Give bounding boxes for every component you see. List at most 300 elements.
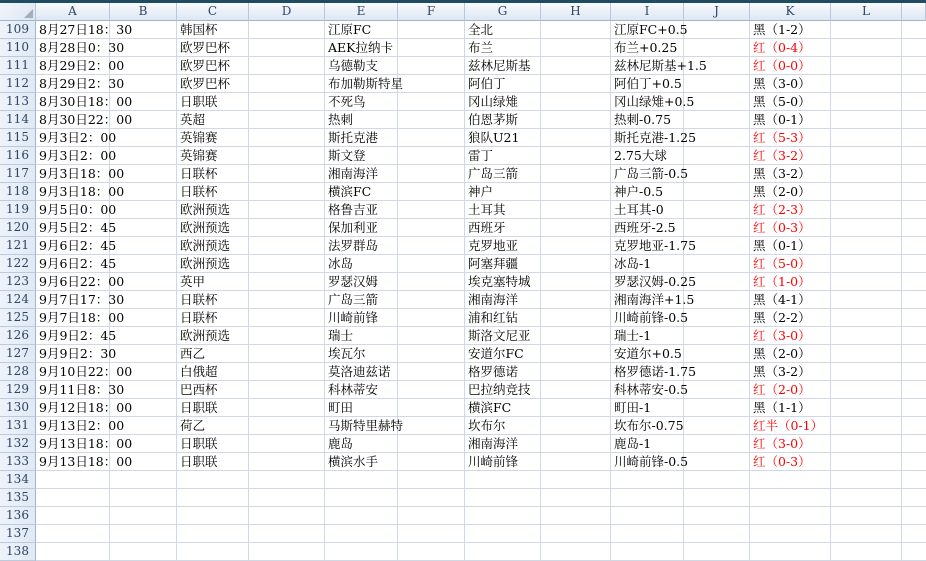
cell-g114[interactable] — [465, 111, 541, 129]
cell-a113[interactable] — [36, 93, 133, 111]
cell-b126[interactable] — [110, 327, 177, 345]
row-header-124[interactable]: 124 — [0, 291, 36, 309]
cell-h124[interactable] — [541, 291, 611, 309]
cell-f110[interactable] — [398, 39, 465, 57]
cell-k111[interactable] — [750, 57, 831, 75]
cell-b137[interactable] — [110, 525, 177, 543]
cell-g110[interactable] — [465, 39, 541, 57]
cell-f131[interactable] — [398, 417, 465, 435]
cell-e129[interactable] — [325, 381, 398, 399]
cell-i129[interactable] — [611, 381, 689, 399]
cell-d122[interactable] — [249, 255, 325, 273]
cell-b122[interactable] — [110, 255, 177, 273]
cell-f133[interactable] — [398, 453, 465, 471]
cell-i128[interactable] — [611, 363, 697, 381]
cell-b131[interactable] — [110, 417, 177, 435]
cell-d126[interactable] — [249, 327, 325, 345]
cell-c121[interactable] — [177, 237, 249, 255]
cell-h118[interactable] — [541, 183, 611, 201]
column-header-j[interactable]: J — [684, 3, 750, 21]
cell-partial-113[interactable] — [902, 93, 926, 111]
cell-h123[interactable] — [541, 273, 611, 291]
cell-e109[interactable] — [325, 21, 398, 39]
cell-a128[interactable] — [36, 363, 133, 381]
cell-h112[interactable] — [541, 75, 611, 93]
cell-k135[interactable] — [750, 489, 831, 507]
cell-i111[interactable] — [611, 57, 707, 75]
cell-f111[interactable] — [398, 57, 465, 75]
cell-f109[interactable] — [398, 21, 465, 39]
cell-g116[interactable] — [465, 147, 541, 165]
cell-f126[interactable] — [398, 327, 465, 345]
cell-l122[interactable] — [831, 255, 902, 273]
cell-f112[interactable] — [398, 75, 465, 93]
cell-g120[interactable] — [465, 219, 541, 237]
cell-a112[interactable] — [36, 75, 125, 93]
cell-l121[interactable] — [831, 237, 902, 255]
cell-g131[interactable] — [465, 417, 541, 435]
cell-d131[interactable] — [249, 417, 325, 435]
cell-l138[interactable] — [831, 543, 902, 561]
cell-k129[interactable] — [750, 381, 831, 399]
cell-f124[interactable] — [398, 291, 465, 309]
cell-c126[interactable] — [177, 327, 249, 345]
cell-l120[interactable] — [831, 219, 902, 237]
row-header-123[interactable]: 123 — [0, 273, 36, 291]
column-header-d[interactable]: D — [249, 3, 325, 21]
cell-j122[interactable] — [684, 255, 750, 273]
cell-i113[interactable] — [611, 93, 695, 111]
row-header-136[interactable]: 136 — [0, 507, 36, 525]
cell-c119[interactable] — [177, 201, 249, 219]
cell-c125[interactable] — [177, 309, 249, 327]
cell-j119[interactable] — [684, 201, 750, 219]
cell-partial-122[interactable] — [902, 255, 926, 273]
cell-a115[interactable] — [36, 129, 117, 147]
row-header-137[interactable]: 137 — [0, 525, 36, 543]
cell-e123[interactable] — [325, 273, 398, 291]
cell-l123[interactable] — [831, 273, 902, 291]
cell-i138[interactable] — [611, 543, 684, 561]
column-header-l[interactable]: L — [831, 3, 902, 21]
cell-a125[interactable] — [36, 309, 125, 327]
cell-b127[interactable] — [110, 345, 177, 363]
cell-f118[interactable] — [398, 183, 465, 201]
row-header-109[interactable]: 109 — [0, 21, 36, 39]
row-header-120[interactable]: 120 — [0, 219, 36, 237]
cell-j121[interactable] — [684, 237, 750, 255]
row-header-125[interactable]: 125 — [0, 309, 36, 327]
cell-c113[interactable] — [177, 93, 249, 111]
cell-j128[interactable] — [684, 363, 750, 381]
cell-i121[interactable] — [611, 237, 697, 255]
cell-l128[interactable] — [831, 363, 902, 381]
row-header-130[interactable]: 130 — [0, 399, 36, 417]
cell-i132[interactable] — [611, 435, 684, 453]
cell-a134[interactable] — [36, 471, 110, 489]
cell-j135[interactable] — [684, 489, 750, 507]
cell-i118[interactable] — [611, 183, 684, 201]
cell-g111[interactable] — [465, 57, 541, 75]
cell-i127[interactable] — [611, 345, 684, 363]
cell-h109[interactable] — [541, 21, 611, 39]
cell-d109[interactable] — [249, 21, 325, 39]
cell-h138[interactable] — [541, 543, 611, 561]
cell-g137[interactable] — [465, 525, 541, 543]
cell-e112[interactable] — [325, 75, 404, 93]
cell-h132[interactable] — [541, 435, 611, 453]
cell-d128[interactable] — [249, 363, 325, 381]
cell-f114[interactable] — [398, 111, 465, 129]
cell-f129[interactable] — [398, 381, 465, 399]
cell-h114[interactable] — [541, 111, 611, 129]
cell-a133[interactable] — [36, 453, 133, 471]
cell-a132[interactable] — [36, 435, 133, 453]
cell-c138[interactable] — [177, 543, 249, 561]
cell-g130[interactable] — [465, 399, 541, 417]
cell-c120[interactable] — [177, 219, 249, 237]
cell-partial-109[interactable] — [902, 21, 926, 39]
cell-j115[interactable] — [684, 129, 750, 147]
cell-partial-125[interactable] — [902, 309, 926, 327]
cell-k125[interactable] — [750, 309, 831, 327]
cell-c124[interactable] — [177, 291, 249, 309]
cell-g135[interactable] — [465, 489, 541, 507]
cell-partial-126[interactable] — [902, 327, 926, 345]
cell-l134[interactable] — [831, 471, 902, 489]
cell-j113[interactable] — [684, 93, 750, 111]
cell-e131[interactable] — [325, 417, 404, 435]
cell-g124[interactable] — [465, 291, 541, 309]
cell-b115[interactable] — [110, 129, 177, 147]
row-header-118[interactable]: 118 — [0, 183, 36, 201]
cell-l126[interactable] — [831, 327, 902, 345]
row-header-121[interactable]: 121 — [0, 237, 36, 255]
cell-l136[interactable] — [831, 507, 902, 525]
cell-f119[interactable] — [398, 201, 465, 219]
cell-i120[interactable] — [611, 219, 684, 237]
cell-d138[interactable] — [249, 543, 325, 561]
cell-b132[interactable] — [110, 435, 177, 453]
row-header-129[interactable]: 129 — [0, 381, 36, 399]
cell-h113[interactable] — [541, 93, 611, 111]
cell-c132[interactable] — [177, 435, 249, 453]
cell-j130[interactable] — [684, 399, 750, 417]
row-header-131[interactable]: 131 — [0, 417, 36, 435]
cell-l115[interactable] — [831, 129, 902, 147]
cell-g125[interactable] — [465, 309, 541, 327]
cell-e127[interactable] — [325, 345, 398, 363]
column-header-a[interactable]: A — [36, 3, 110, 21]
cell-f122[interactable] — [398, 255, 465, 273]
cell-g109[interactable] — [465, 21, 541, 39]
cell-f123[interactable] — [398, 273, 465, 291]
cell-a110[interactable] — [36, 39, 125, 57]
cell-j116[interactable] — [684, 147, 750, 165]
row-header-115[interactable]: 115 — [0, 129, 36, 147]
cell-partial-110[interactable] — [902, 39, 926, 57]
cell-h116[interactable] — [541, 147, 611, 165]
cell-g122[interactable] — [465, 255, 541, 273]
cell-a130[interactable] — [36, 399, 133, 417]
cell-i119[interactable] — [611, 201, 684, 219]
cell-d135[interactable] — [249, 489, 325, 507]
cell-e118[interactable] — [325, 183, 398, 201]
cell-d110[interactable] — [249, 39, 325, 57]
column-header-e[interactable]: E — [325, 3, 398, 21]
cell-c111[interactable] — [177, 57, 249, 75]
cell-c114[interactable] — [177, 111, 249, 129]
cell-i116[interactable] — [611, 147, 684, 165]
cell-i131[interactable] — [611, 417, 684, 435]
cell-d115[interactable] — [249, 129, 325, 147]
cell-a138[interactable] — [36, 543, 110, 561]
cell-partial-117[interactable] — [902, 165, 926, 183]
cell-f128[interactable] — [398, 363, 465, 381]
cell-partial-130[interactable] — [902, 399, 926, 417]
cell-b111[interactable] — [110, 57, 177, 75]
cell-b121[interactable] — [110, 237, 177, 255]
cell-d117[interactable] — [249, 165, 325, 183]
cell-g126[interactable] — [465, 327, 541, 345]
cell-i115[interactable] — [611, 129, 697, 147]
select-all-corner[interactable] — [0, 3, 36, 21]
cell-a119[interactable] — [36, 201, 117, 219]
cell-g112[interactable] — [465, 75, 541, 93]
row-header-117[interactable]: 117 — [0, 165, 36, 183]
cell-l110[interactable] — [831, 39, 902, 57]
row-header-138[interactable]: 138 — [0, 543, 36, 561]
cell-f116[interactable] — [398, 147, 465, 165]
cell-d121[interactable] — [249, 237, 325, 255]
cell-d119[interactable] — [249, 201, 325, 219]
cell-d124[interactable] — [249, 291, 325, 309]
cell-d133[interactable] — [249, 453, 325, 471]
cell-i137[interactable] — [611, 525, 684, 543]
cell-g119[interactable] — [465, 201, 541, 219]
cell-k112[interactable] — [750, 75, 831, 93]
cell-j118[interactable] — [684, 183, 750, 201]
cell-c110[interactable] — [177, 39, 249, 57]
cell-b136[interactable] — [110, 507, 177, 525]
cell-c122[interactable] — [177, 255, 249, 273]
cell-k110[interactable] — [750, 39, 831, 57]
cell-j134[interactable] — [684, 471, 750, 489]
cell-h136[interactable] — [541, 507, 611, 525]
cell-k130[interactable] — [750, 399, 831, 417]
cell-a118[interactable] — [36, 183, 125, 201]
row-header-116[interactable]: 116 — [0, 147, 36, 165]
cell-g132[interactable] — [465, 435, 541, 453]
cell-i134[interactable] — [611, 471, 684, 489]
cell-k138[interactable] — [750, 543, 831, 561]
cell-b134[interactable] — [110, 471, 177, 489]
column-header-partial[interactable] — [902, 3, 926, 21]
cell-a114[interactable] — [36, 111, 133, 129]
cell-a136[interactable] — [36, 507, 110, 525]
cell-k128[interactable] — [750, 363, 831, 381]
cell-e110[interactable] — [325, 39, 398, 57]
cell-e137[interactable] — [325, 525, 398, 543]
cell-j111[interactable] — [684, 57, 750, 75]
cell-f138[interactable] — [398, 543, 465, 561]
cell-k136[interactable] — [750, 507, 831, 525]
cell-k115[interactable] — [750, 129, 831, 147]
cell-e125[interactable] — [325, 309, 398, 327]
cell-d123[interactable] — [249, 273, 325, 291]
column-header-k[interactable]: K — [750, 3, 831, 21]
cell-h119[interactable] — [541, 201, 611, 219]
cell-l135[interactable] — [831, 489, 902, 507]
cell-k120[interactable] — [750, 219, 831, 237]
cell-e114[interactable] — [325, 111, 398, 129]
cell-b124[interactable] — [110, 291, 177, 309]
cell-h125[interactable] — [541, 309, 611, 327]
cell-f120[interactable] — [398, 219, 465, 237]
cell-i125[interactable] — [611, 309, 689, 327]
cell-l130[interactable] — [831, 399, 902, 417]
cell-a122[interactable] — [36, 255, 117, 273]
row-header-122[interactable]: 122 — [0, 255, 36, 273]
cell-l112[interactable] — [831, 75, 902, 93]
cell-j120[interactable] — [684, 219, 750, 237]
row-header-126[interactable]: 126 — [0, 327, 36, 345]
cell-g123[interactable] — [465, 273, 541, 291]
cell-c128[interactable] — [177, 363, 249, 381]
cell-b117[interactable] — [110, 165, 177, 183]
row-header-114[interactable]: 114 — [0, 111, 36, 129]
cell-j137[interactable] — [684, 525, 750, 543]
cell-c134[interactable] — [177, 471, 249, 489]
cell-j112[interactable] — [684, 75, 750, 93]
row-header-119[interactable]: 119 — [0, 201, 36, 219]
column-header-b[interactable]: B — [110, 3, 177, 21]
cell-h126[interactable] — [541, 327, 611, 345]
cell-i122[interactable] — [611, 255, 684, 273]
cell-d136[interactable] — [249, 507, 325, 525]
cell-k117[interactable] — [750, 165, 831, 183]
cell-b123[interactable] — [110, 273, 177, 291]
cell-g129[interactable] — [465, 381, 541, 399]
cell-partial-133[interactable] — [902, 453, 926, 471]
row-header-113[interactable]: 113 — [0, 93, 36, 111]
cell-k113[interactable] — [750, 93, 831, 111]
cell-j125[interactable] — [684, 309, 750, 327]
cell-e121[interactable] — [325, 237, 398, 255]
cell-g127[interactable] — [465, 345, 541, 363]
cell-c133[interactable] — [177, 453, 249, 471]
cell-e116[interactable] — [325, 147, 398, 165]
cell-g133[interactable] — [465, 453, 541, 471]
cell-a123[interactable] — [36, 273, 125, 291]
cell-i136[interactable] — [611, 507, 684, 525]
cell-partial-129[interactable] — [902, 381, 926, 399]
cell-j127[interactable] — [684, 345, 750, 363]
row-header-110[interactable]: 110 — [0, 39, 36, 57]
row-header-127[interactable]: 127 — [0, 345, 36, 363]
cell-f135[interactable] — [398, 489, 465, 507]
row-header-135[interactable]: 135 — [0, 489, 36, 507]
cell-d134[interactable] — [249, 471, 325, 489]
cell-j133[interactable] — [684, 453, 750, 471]
cell-g115[interactable] — [465, 129, 541, 147]
cell-h133[interactable] — [541, 453, 611, 471]
cell-e135[interactable] — [325, 489, 398, 507]
cell-partial-118[interactable] — [902, 183, 926, 201]
cell-e138[interactable] — [325, 543, 398, 561]
column-header-f[interactable]: F — [398, 3, 465, 21]
cell-h115[interactable] — [541, 129, 611, 147]
cell-h110[interactable] — [541, 39, 611, 57]
cell-f136[interactable] — [398, 507, 465, 525]
cell-i112[interactable] — [611, 75, 684, 93]
cell-c135[interactable] — [177, 489, 249, 507]
cell-h135[interactable] — [541, 489, 611, 507]
cell-partial-128[interactable] — [902, 363, 926, 381]
cell-d113[interactable] — [249, 93, 325, 111]
cell-l116[interactable] — [831, 147, 902, 165]
cell-l133[interactable] — [831, 453, 902, 471]
cell-c116[interactable] — [177, 147, 249, 165]
cell-partial-123[interactable] — [902, 273, 926, 291]
cell-b129[interactable] — [110, 381, 177, 399]
cell-k126[interactable] — [750, 327, 831, 345]
cell-h122[interactable] — [541, 255, 611, 273]
cell-e134[interactable] — [325, 471, 398, 489]
row-header-132[interactable]: 132 — [0, 435, 36, 453]
cell-h131[interactable] — [541, 417, 611, 435]
cell-e126[interactable] — [325, 327, 398, 345]
cell-g118[interactable] — [465, 183, 541, 201]
cell-c137[interactable] — [177, 525, 249, 543]
cell-partial-132[interactable] — [902, 435, 926, 453]
cell-l124[interactable] — [831, 291, 902, 309]
cell-a124[interactable] — [36, 291, 125, 309]
cell-f137[interactable] — [398, 525, 465, 543]
cell-partial-134[interactable] — [902, 471, 926, 489]
column-header-g[interactable]: G — [465, 3, 541, 21]
cell-b120[interactable] — [110, 219, 177, 237]
cell-partial-115[interactable] — [902, 129, 926, 147]
cell-b109[interactable] — [110, 21, 177, 39]
cell-partial-136[interactable] — [902, 507, 926, 525]
cell-k124[interactable] — [750, 291, 831, 309]
cell-e136[interactable] — [325, 507, 398, 525]
cell-i109[interactable] — [611, 21, 688, 39]
cell-e128[interactable] — [325, 363, 398, 381]
cell-f134[interactable] — [398, 471, 465, 489]
cell-f130[interactable] — [398, 399, 465, 417]
cell-d132[interactable] — [249, 435, 325, 453]
cell-d112[interactable] — [249, 75, 325, 93]
cell-h111[interactable] — [541, 57, 611, 75]
cell-e113[interactable] — [325, 93, 398, 111]
cell-k137[interactable] — [750, 525, 831, 543]
cell-k121[interactable] — [750, 237, 831, 255]
cell-h134[interactable] — [541, 471, 611, 489]
cell-partial-131[interactable] — [902, 417, 926, 435]
cell-a126[interactable] — [36, 327, 117, 345]
cell-i126[interactable] — [611, 327, 684, 345]
cell-e111[interactable] — [325, 57, 398, 75]
cell-e117[interactable] — [325, 165, 398, 183]
cell-e122[interactable] — [325, 255, 398, 273]
row-header-112[interactable]: 112 — [0, 75, 36, 93]
cell-j136[interactable] — [684, 507, 750, 525]
cell-j126[interactable] — [684, 327, 750, 345]
cell-j117[interactable] — [684, 165, 750, 183]
cell-e133[interactable] — [325, 453, 398, 471]
